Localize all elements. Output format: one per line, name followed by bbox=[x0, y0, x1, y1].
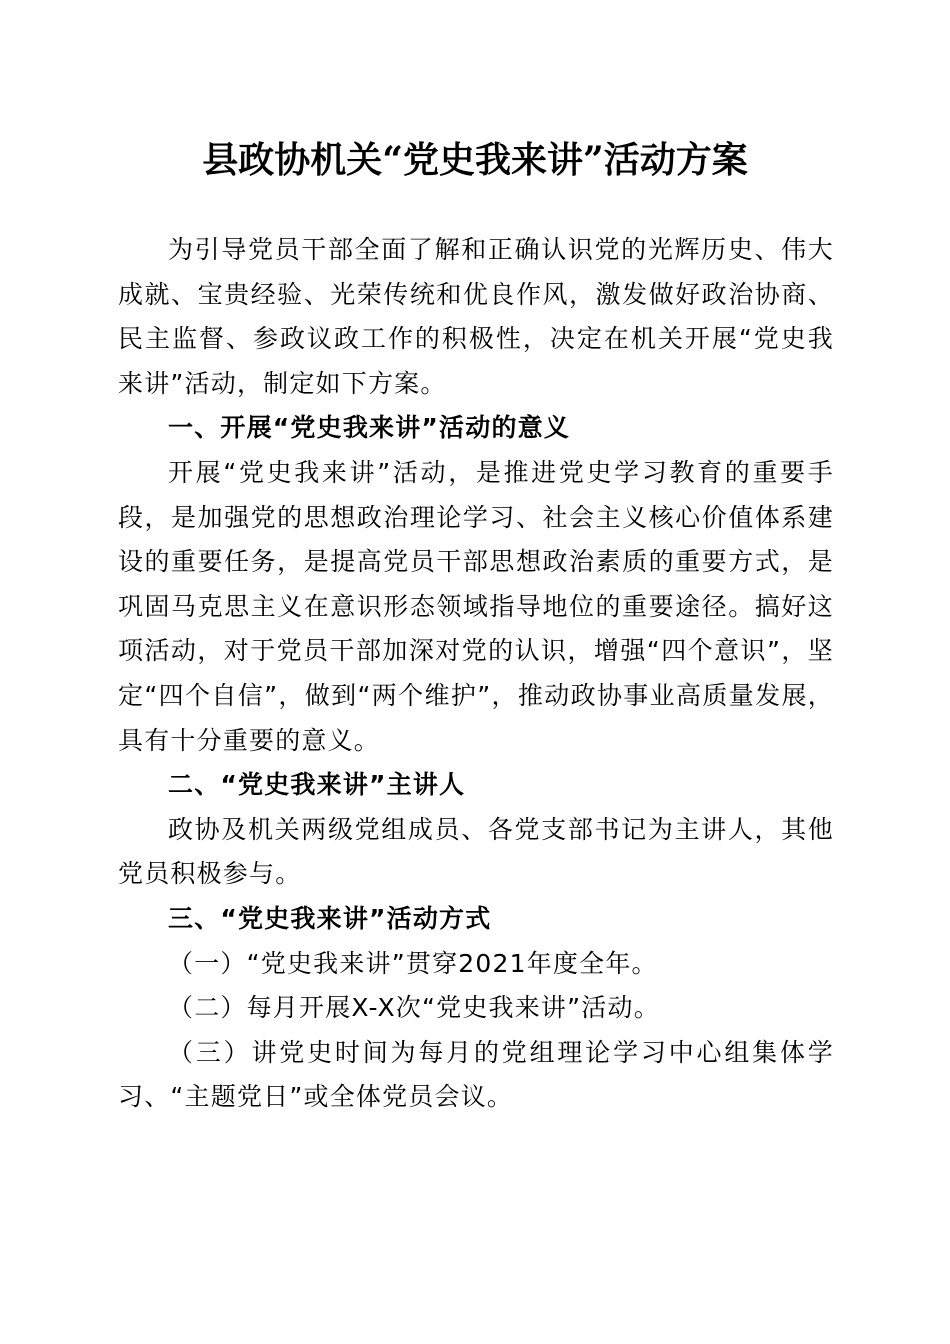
method-item-3: （三）讲党史时间为每月的党组理论学习中心组集体学习、“主题党日”或全体党员会议。 bbox=[118, 1037, 834, 1112]
section-heading-method: 三、“党史我来讲”活动方式 bbox=[168, 903, 492, 933]
method-item-1: （一）“党史我来讲”贯穿2021年度全年。 bbox=[168, 948, 658, 978]
document-title: 县政协机关“党史我来讲”活动方案 bbox=[202, 139, 748, 181]
speakers-paragraph: 政协及机关两级党组成员、各党支部书记为主讲人，其他党员积极参与。 bbox=[118, 814, 834, 889]
section-heading-significance: 一、开展“党史我来讲”活动的意义 bbox=[168, 413, 571, 443]
significance-paragraph: 开展“党史我来讲”活动，是推进党史学习教育的重要手段，是加强党的思想政治理论学习、社会主义核心价值体系建设的重要任务，是提高党员干部思想政治素质的重要方式，是巩固马克思主义在意识形态领域指导地位的重要途径。搞好这项活动，对于党员干部加深对党的认识，增强“四个意识”，坚定“四个自信”，做到“两个维护”，推动政协事业高质量发展，具有十分重要的意义。 bbox=[118, 457, 834, 755]
document-body bbox=[118, 228, 834, 1120]
section-heading-speakers: 二、“党史我来讲”主讲人 bbox=[168, 770, 466, 800]
method-item-2: （二）每月开展X-X次“党史我来讲”活动。 bbox=[168, 993, 660, 1023]
intro-paragraph: 为引导党员干部全面了解和正确认识党的光辉历史、伟大成就、宝贵经验、光荣传统和优良作风，激发做好政治协商、民主监督、参政议政工作的积极性，决定在机关开展“党史我来讲”活动，制定如下方案。 bbox=[118, 235, 834, 398]
